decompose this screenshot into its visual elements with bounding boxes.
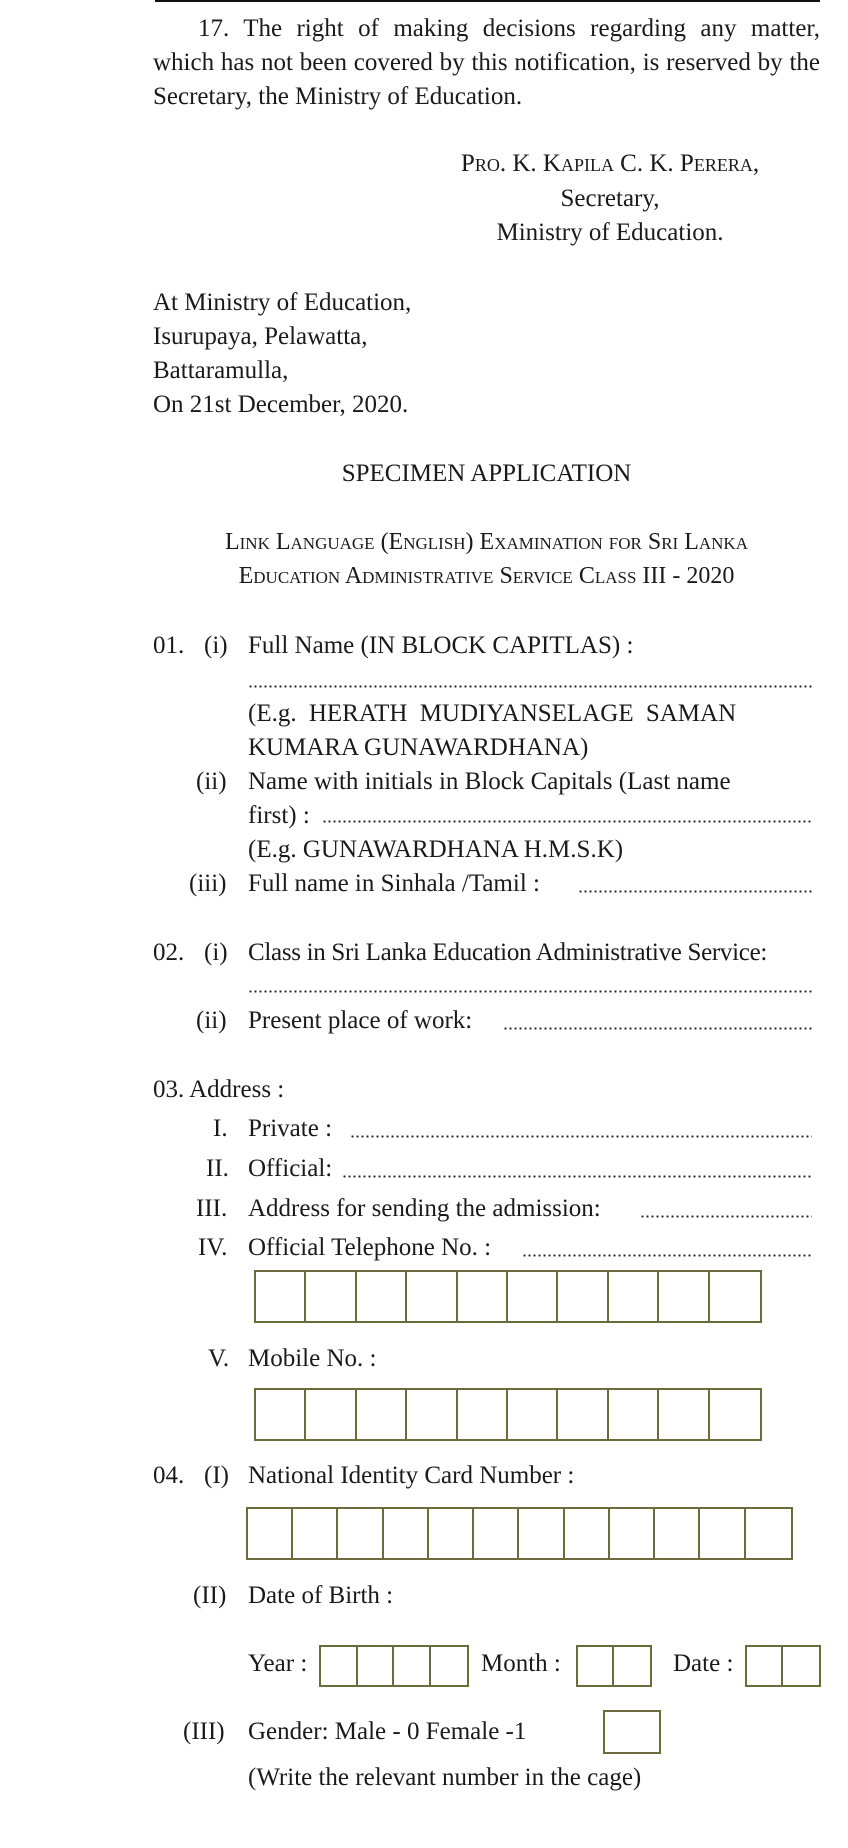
nic-digit-cell[interactable]: [248, 1509, 293, 1558]
full-name-field[interactable]: [248, 685, 812, 688]
nic-digit-cell[interactable]: [429, 1509, 474, 1558]
birth-date-label: Date :: [673, 1650, 734, 1677]
q01-iii-label: Full name in Sinhala /Tamil :: [248, 870, 540, 897]
private-address-field[interactable]: [350, 1135, 812, 1138]
mobile-digit-cell[interactable]: [357, 1390, 407, 1439]
phone-digit-cell[interactable]: [609, 1272, 659, 1321]
q03-V-number: V.: [208, 1345, 230, 1372]
phone-digit-cell[interactable]: [458, 1272, 508, 1321]
q01-ii-label-1: Name with initials in Block Capitals (Last name: [248, 768, 731, 795]
phone-digit-cell[interactable]: [357, 1272, 407, 1321]
phone-digit-cell[interactable]: [256, 1272, 306, 1321]
nic-digit-cell[interactable]: [565, 1509, 610, 1558]
q01-ii-example: (E.g. GUNAWARDHANA H.M.S.K): [248, 836, 624, 863]
phone-digit-cell[interactable]: [407, 1272, 457, 1321]
q04-III-label: Gender: Male - 0 Female -1: [248, 1718, 527, 1745]
q01-i-example-2: KUMARA GUNAWARDHANA): [248, 734, 589, 761]
q01-ii-label-2: first) :: [248, 802, 310, 829]
q03-IV-number: IV.: [198, 1234, 228, 1261]
official-telephone-dotted-field[interactable]: [522, 1254, 812, 1257]
signatory-name: Pro. K. Kapila C. K. Perera,: [460, 150, 760, 177]
q03-IV-label: Official Telephone No. :: [248, 1234, 492, 1261]
birth-year-label: Year :: [248, 1650, 308, 1677]
place-line-3: Battaramulla,: [153, 357, 289, 384]
q04-number: 04.: [153, 1462, 185, 1489]
q04-III-number: (III): [183, 1718, 225, 1745]
q03-III-number: III.: [196, 1195, 228, 1222]
issue-date: On 21st December, 2020.: [153, 391, 409, 418]
nic-digit-cell[interactable]: [655, 1509, 700, 1558]
month-digit-cell[interactable]: [614, 1647, 650, 1685]
month-digit-cell[interactable]: [578, 1647, 614, 1685]
gender-cell[interactable]: [605, 1712, 659, 1752]
nic-digit-cell[interactable]: [474, 1509, 519, 1558]
phone-digit-cell[interactable]: [710, 1272, 760, 1321]
q03-II-label: Official:: [248, 1155, 333, 1182]
q02-i-label: Class in Sri Lanka Education Administrative Service:: [248, 939, 768, 966]
mobile-digit-cell[interactable]: [710, 1390, 760, 1439]
mobile-digit-cell[interactable]: [458, 1390, 508, 1439]
year-digit-cell[interactable]: [394, 1647, 431, 1685]
nic-digit-cell[interactable]: [700, 1509, 745, 1558]
official-telephone-cells[interactable]: [254, 1270, 762, 1323]
mobile-digit-cell[interactable]: [609, 1390, 659, 1439]
gender-cage[interactable]: [603, 1710, 661, 1754]
signatory-title: Secretary,: [560, 185, 660, 212]
official-address-field[interactable]: [342, 1175, 812, 1178]
mobile-digit-cell[interactable]: [407, 1390, 457, 1439]
year-digit-cell[interactable]: [431, 1647, 468, 1685]
q01-i-label: Full Name (IN BLOCK CAPITLAS) :: [248, 632, 634, 659]
q01-number: 01.: [153, 632, 185, 659]
q04-III-note: (Write the relevant number in the cage): [248, 1764, 642, 1791]
nic-digit-cell[interactable]: [338, 1509, 383, 1558]
q01-i-example-1: (E.g. HERATH MUDIYANSELAGE SAMAN: [248, 700, 737, 727]
q01-iii-number: (iii): [189, 870, 227, 897]
q02-ii-label: Present place of work:: [248, 1007, 473, 1034]
birth-month-cells[interactable]: [576, 1645, 652, 1687]
form-subheading-1: Link Language (English) Examination for Sri Lanka: [224, 529, 748, 555]
q01-ii-number: (ii): [196, 768, 227, 795]
year-digit-cell[interactable]: [358, 1647, 395, 1685]
place-line-1: At Ministry of Education,: [153, 289, 412, 316]
form-subheading-2: Education Administrative Service Class III - 2020: [238, 563, 735, 589]
birth-year-cells[interactable]: [319, 1645, 469, 1687]
nic-digit-cell[interactable]: [746, 1509, 791, 1558]
birth-date-cells[interactable]: [745, 1645, 821, 1687]
form-heading: SPECIMEN APPLICATION: [341, 460, 632, 487]
q04-I-number: (I): [204, 1462, 229, 1489]
signatory-office: Ministry of Education.: [496, 219, 724, 246]
clause-17: 17. The right of making decisions regarding any matter, which has not been covered by this notification, is reserved by the Secretary, the Ministry of Education.: [153, 15, 820, 110]
q03-I-number: I.: [213, 1115, 228, 1142]
q02-i-number: (i): [204, 939, 228, 966]
mobile-digit-cell[interactable]: [659, 1390, 709, 1439]
birth-month-label: Month :: [481, 1650, 561, 1677]
q02-number: 02.: [153, 939, 185, 966]
mobile-digit-cell[interactable]: [558, 1390, 608, 1439]
nic-digit-cell[interactable]: [610, 1509, 655, 1558]
nic-digit-cell[interactable]: [384, 1509, 429, 1558]
phone-digit-cell[interactable]: [306, 1272, 356, 1321]
date-digit-cell[interactable]: [783, 1647, 819, 1685]
q04-II-number: (II): [193, 1582, 227, 1609]
mobile-digit-cell[interactable]: [508, 1390, 558, 1439]
phone-digit-cell[interactable]: [558, 1272, 608, 1321]
mobile-digit-cell[interactable]: [256, 1390, 306, 1439]
phone-digit-cell[interactable]: [659, 1272, 709, 1321]
nic-digit-cell[interactable]: [519, 1509, 564, 1558]
service-class-field[interactable]: [248, 990, 812, 993]
top-rule: [155, 0, 820, 2]
mobile-number-cells[interactable]: [254, 1388, 762, 1441]
nic-digit-cell[interactable]: [293, 1509, 338, 1558]
mobile-digit-cell[interactable]: [306, 1390, 356, 1439]
phone-digit-cell[interactable]: [508, 1272, 558, 1321]
q01-i-number: (i): [204, 632, 228, 659]
q03-II-number: II.: [206, 1155, 229, 1182]
sinhala-tamil-name-field[interactable]: [578, 890, 812, 893]
place-line-2: Isurupaya, Pelawatta,: [153, 323, 368, 350]
q03-III-label: Address for sending the admission:: [248, 1195, 601, 1222]
q03-I-label: Private :: [248, 1115, 333, 1142]
admission-address-field[interactable]: [640, 1215, 812, 1218]
nic-number-cells[interactable]: [246, 1507, 793, 1560]
q04-II-label: Date of Birth :: [248, 1582, 394, 1609]
q03-label: 03. Address :: [153, 1076, 285, 1103]
q03-V-label: Mobile No. :: [248, 1345, 377, 1372]
q04-I-label: National Identity Card Number :: [248, 1462, 575, 1489]
year-digit-cell[interactable]: [321, 1647, 358, 1685]
place-of-work-field[interactable]: [503, 1027, 812, 1030]
name-with-initials-field[interactable]: [322, 820, 812, 823]
q02-ii-number: (ii): [196, 1007, 227, 1034]
date-digit-cell[interactable]: [747, 1647, 783, 1685]
